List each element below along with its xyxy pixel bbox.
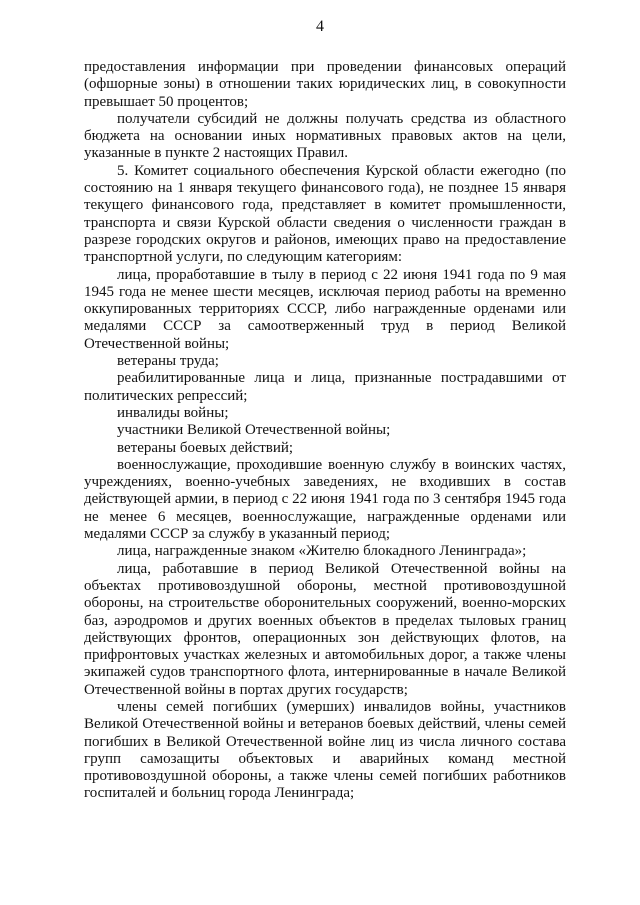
page-number: 4	[316, 18, 324, 35]
paragraph: реабилитированные лица и лица, признанные пострадавшими от политических репрессий;	[84, 370, 566, 404]
paragraph: участники Великой Отечественной войны;	[117, 422, 391, 439]
paragraph: лица, награжденные знаком «Жителю блокадного Ленинграда»;	[117, 543, 527, 560]
paragraph: ветераны труда;	[117, 353, 219, 370]
paragraph: члены семей погибших (умерших) инвалидов войны, участников Великой Отечественной войны и ветеранов боевых действий, члены семей погибших в Великой Отечественной войне лиц из числа личного состава групп самозащиты объектовых и аварийных команд местной противовоздушной обороны, а также члены семей погибших работников госпиталей и больниц города Ленинграда;	[84, 698, 566, 802]
paragraph: инвалиды войны;	[117, 404, 229, 421]
paragraph: лица, проработавшие в тылу в период с 22 июня 1941 года по 9 мая 1945 года не менее шести месяцев, исключая период работы на временно оккупированных территориях СССР, либо награжденные орденами или медалями СССР за самоотверженный труд в период Великой Отечественной войны;	[84, 266, 566, 352]
document-body	[84, 59, 566, 803]
paragraph: получатели субсидий не должны получать средства из областного бюджета на основании иных нормативных правовых актов на цели, указанные в пункте 2 настоящих Правил.	[84, 110, 566, 162]
paragraph: предоставления информации при проведении финансовых операций (офшорные зоны) в отношении таких юридических лиц, в совокупности превышает 50 процентов;	[84, 59, 566, 110]
paragraph: ветераны боевых действий;	[117, 439, 294, 456]
paragraph: военнослужащие, проходившие военную службу в воинских частях, учреждениях, военно-учебных заведениях, не входивших в состав действующей армии, в период с 22 июня 1941 года по 3 сентября 1945 года не менее 6 месяцев, военнослужащие, награжденные орденами или медалями СССР за службу в указанный период;	[84, 456, 566, 543]
paragraph: 5. Комитет социального обеспечения Курской области ежегодно (по состоянию на 1 января текущего финансового года), не позднее 15 января текущего финансового года, представляет в комитет промышленности, транспорта и связи Курской области сведения о численности граждан в разрезе городских округов и районов, имеющих право на предоставление транспортной услуги, по следующим категориям:	[84, 162, 566, 266]
paragraph: лица, работавшие в период Великой Отечественной войны на объектах противовоздушной обороны, местной противовоздушной обороны, на строительстве оборонительных сооружений, военно-морских баз, аэродромов и других военных объектов в пределах тыловых границ действующих фронтов, операционных зон действующих флотов, на прифронтовых участках железных и автомобильных дорог, а также члены экипажей судов транспортного флота, интернированные в начале Великой Отечественной войны в портах других государств;	[84, 560, 566, 698]
